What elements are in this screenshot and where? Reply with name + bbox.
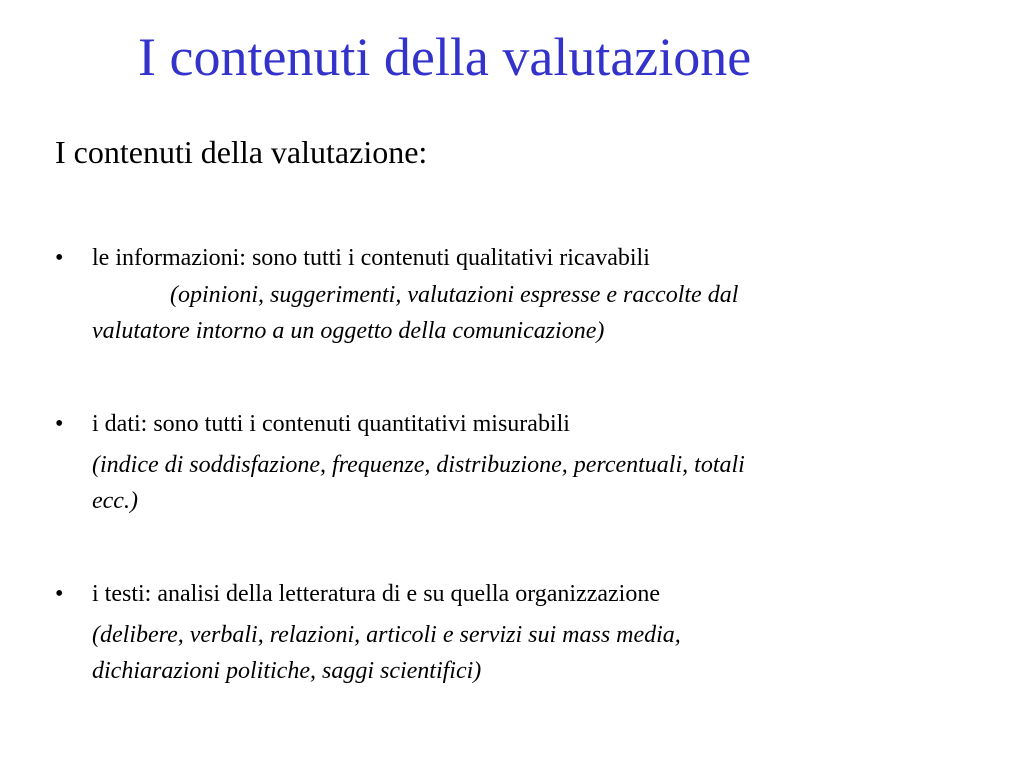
bullet-note bbox=[55, 277, 955, 349]
bullet-text: i testi: analisi della letteratura di e su quella organizzazione bbox=[92, 581, 660, 607]
bullet-note-line: (indice di soddisfazione, frequenze, distribuzione, percentuali, totali bbox=[92, 452, 745, 478]
bullet-note-line: ecc.) bbox=[92, 488, 138, 514]
bullet-line bbox=[55, 577, 955, 611]
bullet-dot-icon: • bbox=[55, 581, 64, 607]
bullet-note bbox=[55, 617, 955, 689]
bullet-line bbox=[55, 241, 955, 275]
slide-subtitle: I contenuti della valutazione: bbox=[55, 134, 428, 170]
bullet-item-informazioni bbox=[55, 241, 955, 349]
bullet-text: le informazioni: sono tutti i contenuti qualitativi ricavabili bbox=[92, 245, 650, 271]
bullet-dot-icon: • bbox=[55, 411, 64, 437]
slide-title: I contenuti della valutazione bbox=[138, 27, 752, 87]
bullet-note-line: valutatore intorno a un oggetto della comunicazione) bbox=[92, 318, 605, 344]
bullet-item-testi bbox=[55, 577, 955, 689]
bullet-text: i dati: sono tutti i contenuti quantitativi misurabili bbox=[92, 411, 570, 437]
bullet-line bbox=[55, 407, 955, 441]
bullet-item-dati bbox=[55, 407, 955, 519]
bullet-note bbox=[55, 447, 955, 519]
bullet-dot-icon: • bbox=[55, 245, 64, 271]
bullet-note-text: (opinioni, suggerimenti, valutazioni espresse e raccolte dal bbox=[170, 282, 739, 308]
bullet-note-line: dichiarazioni politiche, saggi scientifici) bbox=[92, 658, 482, 684]
bullet-note-line bbox=[92, 277, 955, 313]
bullet-note-line: (delibere, verbali, relazioni, articoli e servizi sui mass media, bbox=[92, 622, 681, 648]
